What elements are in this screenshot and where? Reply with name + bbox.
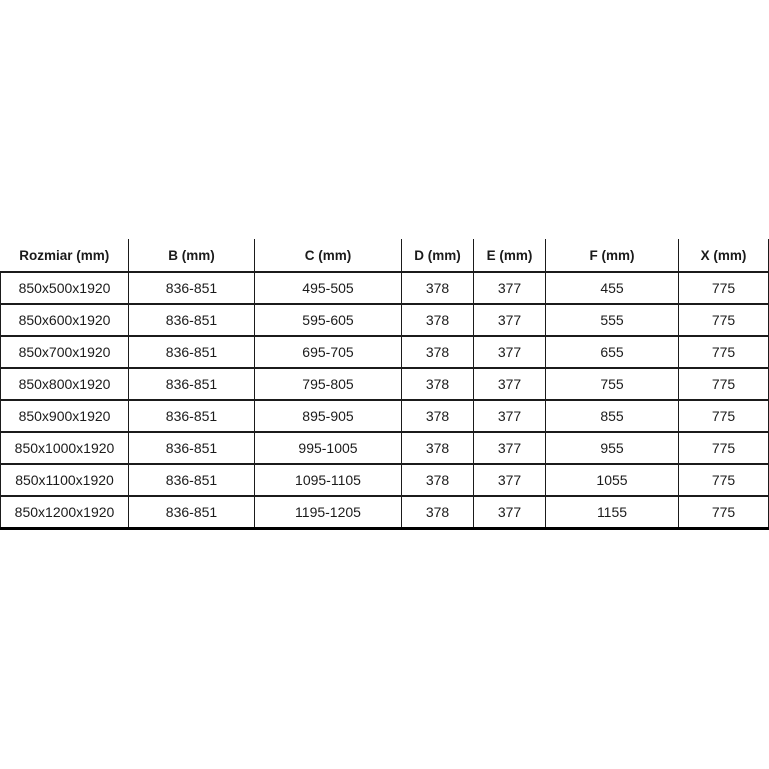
table-cell: 850x1100x1920 bbox=[1, 464, 129, 496]
table-cell: 595-605 bbox=[255, 304, 402, 336]
table-cell: 655 bbox=[546, 336, 679, 368]
table-cell: 775 bbox=[679, 464, 769, 496]
table-body bbox=[1, 272, 769, 529]
table-cell: 555 bbox=[546, 304, 679, 336]
table-cell: 377 bbox=[474, 432, 546, 464]
table-cell: 895-905 bbox=[255, 400, 402, 432]
table-head bbox=[1, 239, 769, 272]
table-cell: 775 bbox=[679, 400, 769, 432]
table-cell: 775 bbox=[679, 272, 769, 304]
table-cell: 1195-1205 bbox=[255, 496, 402, 529]
table-cell: 495-505 bbox=[255, 272, 402, 304]
column-header: D (mm) bbox=[402, 239, 474, 272]
table-cell: 836-851 bbox=[129, 336, 255, 368]
table-cell: 836-851 bbox=[129, 432, 255, 464]
table-cell: 378 bbox=[402, 304, 474, 336]
table-row bbox=[1, 496, 769, 529]
table-row bbox=[1, 272, 769, 304]
table-cell: 955 bbox=[546, 432, 679, 464]
table-cell: 1155 bbox=[546, 496, 679, 529]
table-cell: 850x700x1920 bbox=[1, 336, 129, 368]
table-cell: 378 bbox=[402, 336, 474, 368]
table-cell: 1095-1105 bbox=[255, 464, 402, 496]
table-cell: 850x600x1920 bbox=[1, 304, 129, 336]
table-cell: 836-851 bbox=[129, 368, 255, 400]
table-cell: 377 bbox=[474, 336, 546, 368]
table-cell: 995-1005 bbox=[255, 432, 402, 464]
table-header-row bbox=[1, 239, 769, 272]
table-cell: 775 bbox=[679, 496, 769, 529]
column-header: Rozmiar (mm) bbox=[1, 239, 129, 272]
table-cell: 850x800x1920 bbox=[1, 368, 129, 400]
table-row bbox=[1, 368, 769, 400]
table-cell: 775 bbox=[679, 336, 769, 368]
table-cell: 378 bbox=[402, 496, 474, 529]
table-cell: 836-851 bbox=[129, 272, 255, 304]
table-cell: 836-851 bbox=[129, 304, 255, 336]
table-cell: 775 bbox=[679, 304, 769, 336]
table-cell: 377 bbox=[474, 304, 546, 336]
table-cell: 377 bbox=[474, 464, 546, 496]
table-cell: 836-851 bbox=[129, 464, 255, 496]
table-cell: 855 bbox=[546, 400, 679, 432]
table-cell: 455 bbox=[546, 272, 679, 304]
table-cell: 695-705 bbox=[255, 336, 402, 368]
table-cell: 378 bbox=[402, 368, 474, 400]
table-cell: 1055 bbox=[546, 464, 679, 496]
table-row bbox=[1, 432, 769, 464]
table-cell: 850x500x1920 bbox=[1, 272, 129, 304]
table-cell: 795-805 bbox=[255, 368, 402, 400]
column-header: C (mm) bbox=[255, 239, 402, 272]
table-cell: 850x900x1920 bbox=[1, 400, 129, 432]
table-cell: 377 bbox=[474, 368, 546, 400]
column-header: B (mm) bbox=[129, 239, 255, 272]
table-cell: 836-851 bbox=[129, 496, 255, 529]
column-header: E (mm) bbox=[474, 239, 546, 272]
table-row bbox=[1, 336, 769, 368]
column-header: F (mm) bbox=[546, 239, 679, 272]
table-cell: 775 bbox=[679, 432, 769, 464]
table-cell: 755 bbox=[546, 368, 679, 400]
table-cell: 378 bbox=[402, 432, 474, 464]
table-cell: 377 bbox=[474, 400, 546, 432]
table-cell: 850x1000x1920 bbox=[1, 432, 129, 464]
table-cell: 836-851 bbox=[129, 400, 255, 432]
size-table bbox=[0, 239, 769, 530]
table-cell: 378 bbox=[402, 400, 474, 432]
column-header: X (mm) bbox=[679, 239, 769, 272]
table-cell: 377 bbox=[474, 496, 546, 529]
table-row bbox=[1, 400, 769, 432]
table-cell: 775 bbox=[679, 368, 769, 400]
table-cell: 850x1200x1920 bbox=[1, 496, 129, 529]
table-row bbox=[1, 464, 769, 496]
table-row bbox=[1, 304, 769, 336]
table-cell: 377 bbox=[474, 272, 546, 304]
table-cell: 378 bbox=[402, 464, 474, 496]
table-cell: 378 bbox=[402, 272, 474, 304]
